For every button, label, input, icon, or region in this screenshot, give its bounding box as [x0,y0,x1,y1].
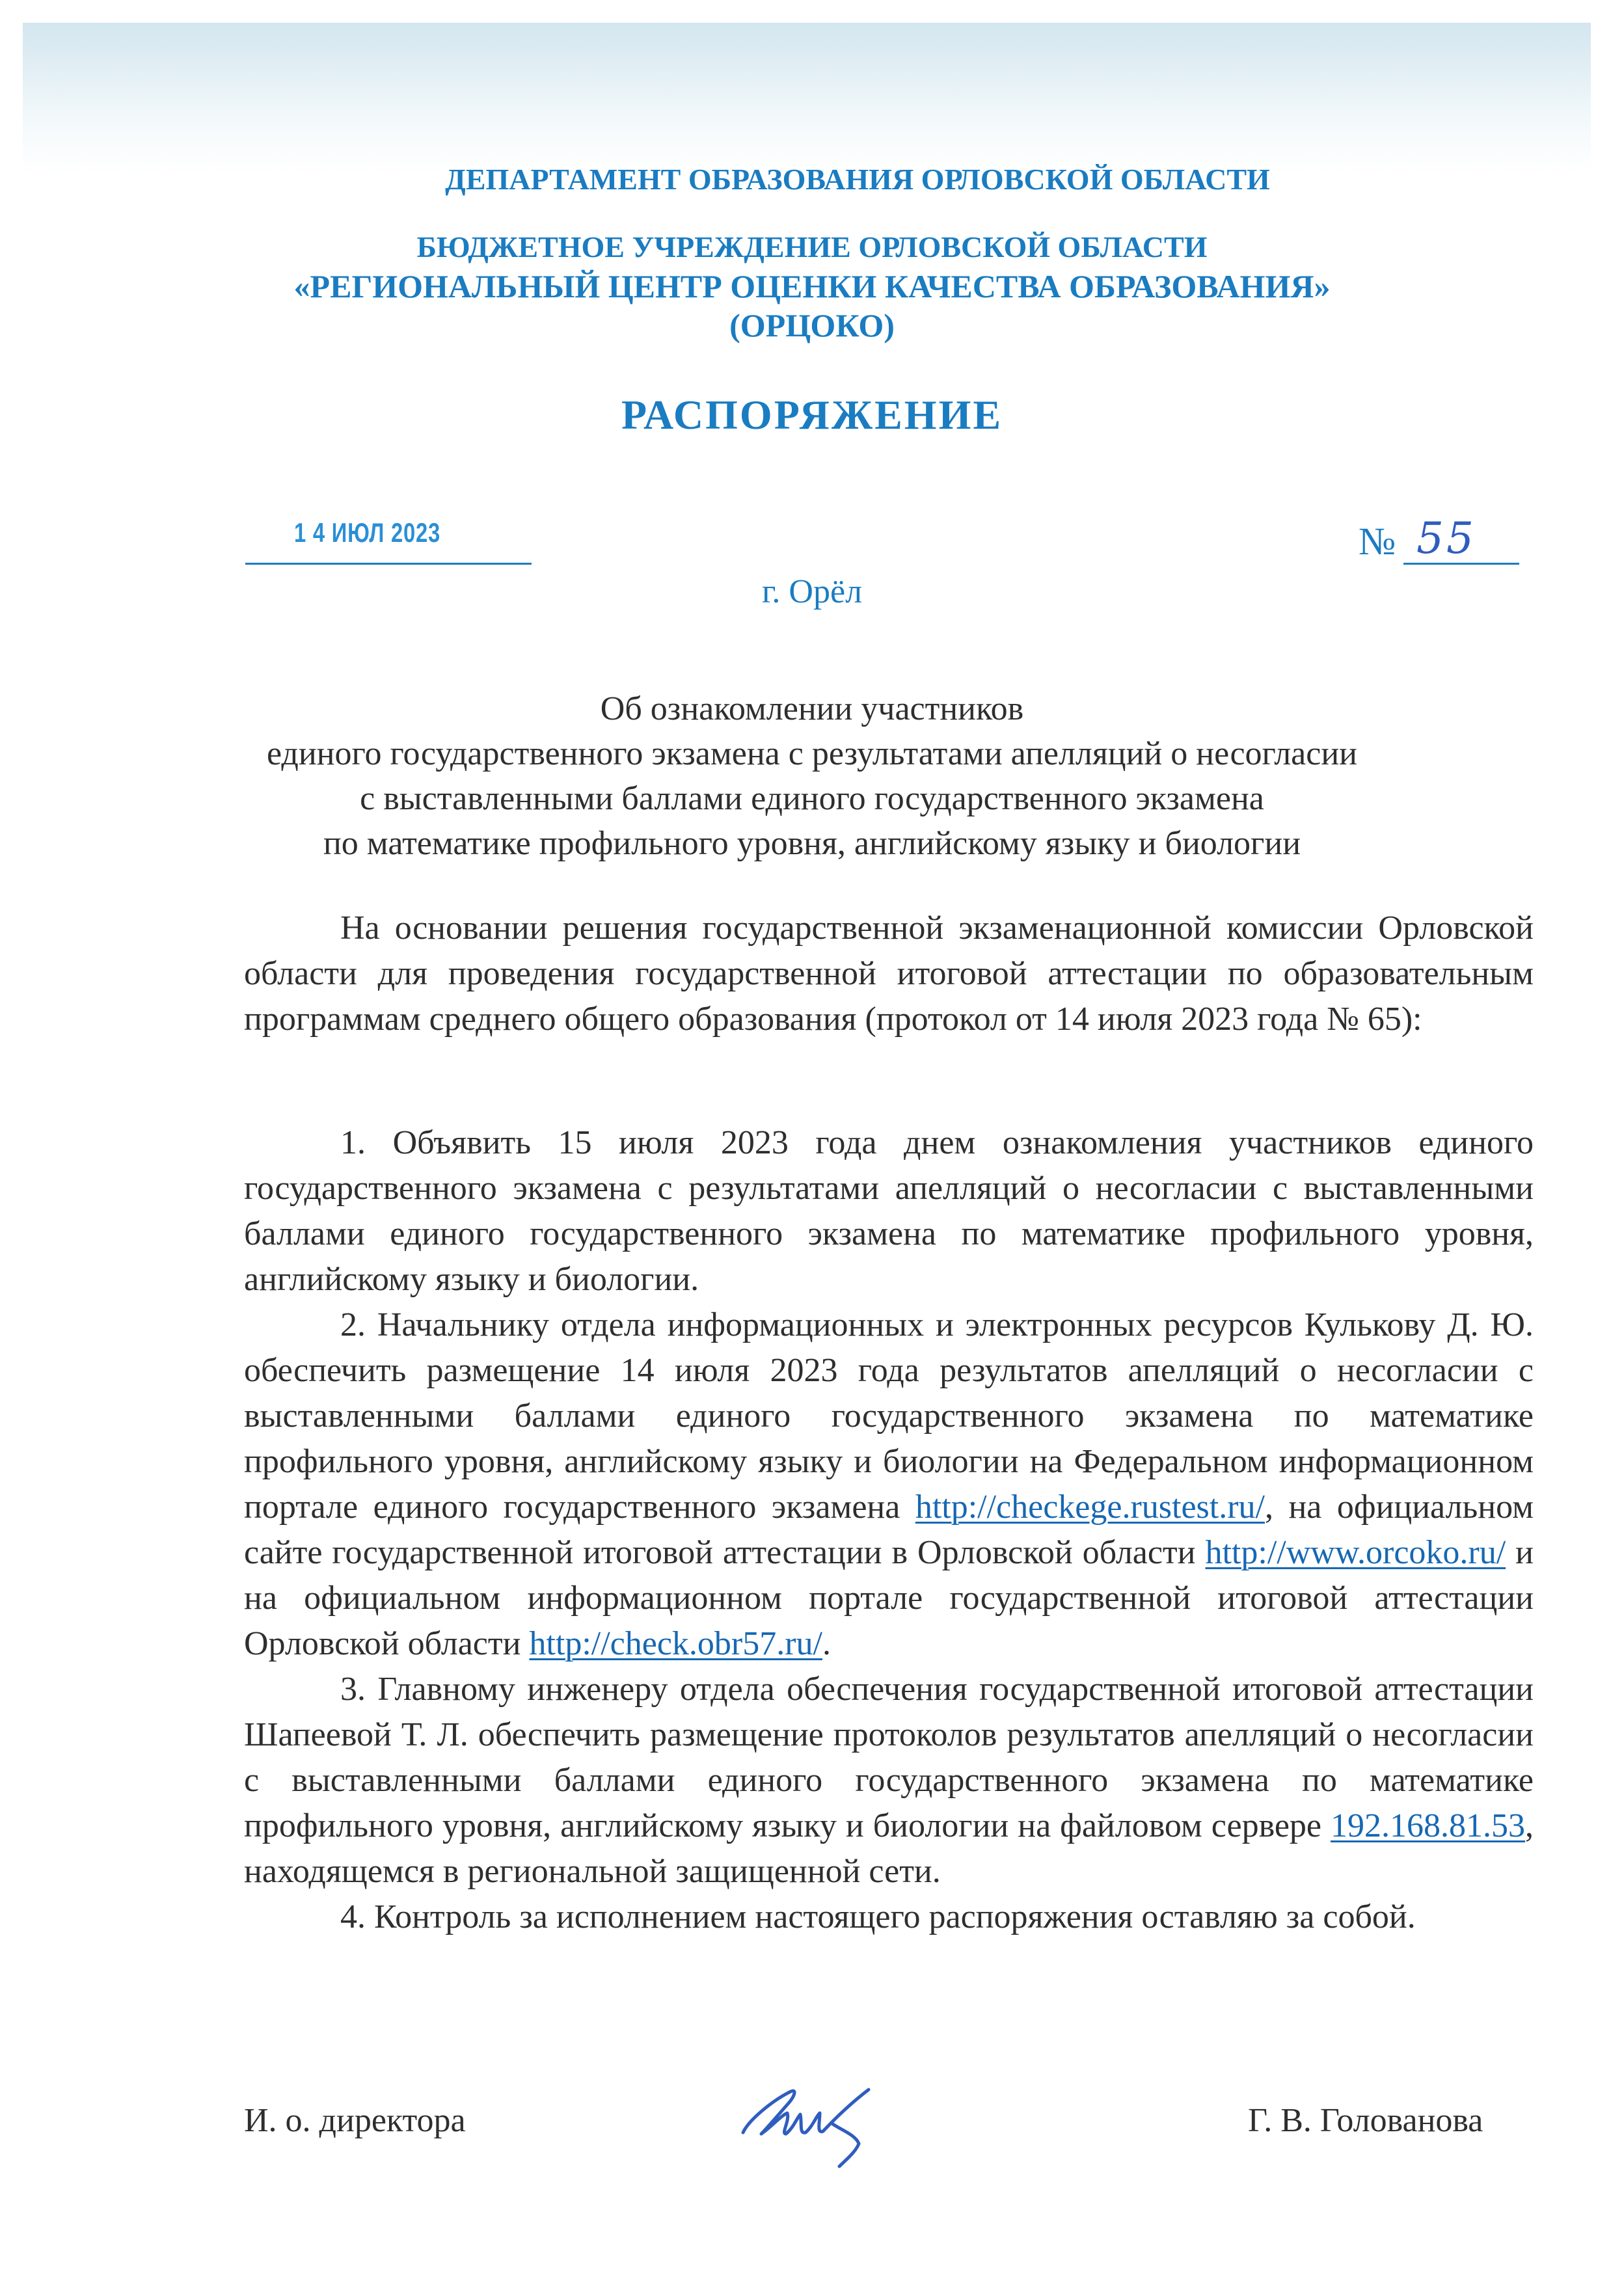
signatory-title: И. о. директора [244,2102,466,2139]
city: г. Орёл [761,573,863,610]
order-items [244,1120,1534,1940]
item-text: , на официальном сайте государственной итоговой аттестации в Орловской области [244,1488,1534,1571]
subject-line: по математике профильного уровня, английскому языку и биологии [323,825,1301,862]
document-number: 55 [1416,513,1476,563]
preamble-section [244,906,1534,1042]
number-sign: № [1359,520,1396,563]
link-checkege[interactable]: http://checkege.rustest.ru/ [915,1488,1265,1526]
item-text: 2. Начальнику отдела информационных и электронных ресурсов Кулькову Д. Ю. обеспечить размещение 14 июля 2023 года результатов апелляций о несогласии с выставленными баллами единого государственного экзамена по математике профильного уровня, английскому языку и биологии на Федеральном информационном портале единого государственного экзамена [244,1306,1534,1526]
date-field [245,517,532,565]
department-name: ДЕПАРТАМЕНТ ОБРАЗОВАНИЯ ОРЛОВСКОЙ ОБЛАСТИ [445,163,1270,196]
date-stamp: 1 4 ИЮЛ 2023 [294,517,441,548]
link-check-obr57[interactable]: http://check.obr57.ru/ [529,1625,822,1662]
item-text: и на официальном информационном портале государственной итоговой аттестации Орловской области [244,1534,1534,1662]
order-item-1: 1. Объявить 15 июля 2023 года днем ознакомления участников единого государственного экзамена с результатами апелляций о несогласии с выставленными баллами единого государственного экзамена по математике профильного уровня, английскому языку и биологии. [244,1124,1534,1298]
institution-name-line1: БЮДЖЕТНОЕ УЧРЕЖДЕНИЕ ОРЛОВСКОЙ ОБЛАСТИ [416,230,1208,263]
institution-abbreviation: (ОРЦОКО) [729,307,895,344]
signatory-name: Г. В. Голованова [1248,2102,1483,2139]
order-item-2 [244,1302,1534,1667]
preamble-paragraph: На основании решения государственной экзаменационной комиссии Орловской области для проведения государственной итоговой аттестации по образовательным программам среднего общего образования (протокол от 14 июля 2023 года № 65): [244,909,1534,1038]
item-text: , находящемся в региональной защищенной сети. [244,1807,1534,1890]
letterhead-background-band [23,23,1591,172]
subject-line: единого государственного экзамена с результатами апелляций о несогласии [266,735,1357,772]
item-text: 3. Главному инженеру отдела обеспечения государственной итоговой аттестации Шапеевой Т. Л. обеспечить размещение протоколов результатов апелляций о несогласии с выставленными баллами единого государственного экзамена по математике профильного уровня, английскому языку и биологии на файловом сервере [244,1671,1534,1844]
institution-name-line2: «РЕГИОНАЛЬНЫЙ ЦЕНТР ОЦЕНКИ КАЧЕСТВА ОБРАЗОВАНИЯ» [293,268,1331,304]
link-file-server[interactable]: 192.168.81.53 [1331,1807,1525,1844]
document-type-title: РАСПОРЯЖЕНИЕ [621,392,1003,438]
subject-heading [0,686,1624,866]
order-item-3 [244,1667,1534,1894]
subject-line: Об ознакомлении участников [600,690,1024,727]
link-orcoko[interactable]: http://www.orcoko.ru/ [1205,1534,1506,1571]
number-field [1403,513,1519,565]
handwritten-signature [735,2075,891,2173]
subject-line: с выставленными баллами единого государственного экзамена [360,780,1264,817]
order-item-4: 4. Контроль за исполнением настоящего распоряжения оставляю за собой. [340,1898,1416,1935]
item-text: . [822,1625,831,1662]
